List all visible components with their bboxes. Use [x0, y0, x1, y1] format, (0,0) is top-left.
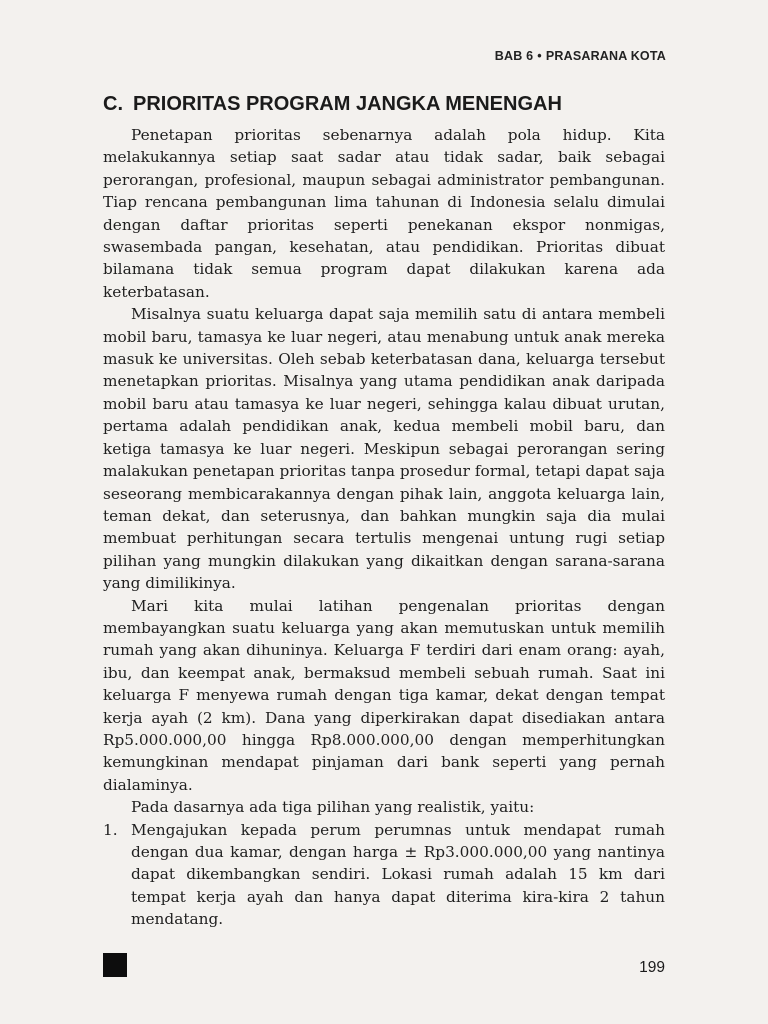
chapter-title: PRASARANA KOTA [545, 49, 666, 63]
paragraph: Mari kita mulai latihan pengenalan prioritas dengan membayangkan suatu keluarga yang akan memutuskan untuk memilih rumah yang akan dihuninya. Keluarga F terdiri dari enam orang: ayah, ibu, dan keempat anak, bermaksud membeli sebuah rumah. Saat ini keluarga F menyewa rumah dengan tiga kamar, dekat dengan tempat kerja ayah (2 km). Dana yang diperkirakan dapat disediakan antara Rp5.000.000,00 hingga Rp8.000.000,00 dengan memperhitungkan kemungkinan mendapat pinjaman dari bank seperti yang pernah dialaminya. [103, 596, 665, 794]
body-text [103, 124, 665, 931]
header-separator: • [537, 49, 542, 63]
section-title: PRIORITAS PROGRAM JANGKA MENENGAH [133, 93, 562, 115]
options-list [103, 819, 665, 931]
section-heading [103, 93, 562, 116]
running-header [495, 49, 666, 63]
list-item-text: Mengajukan kepada perum perumnas untuk mendapat rumah dengan dua kamar, dengan harga ± Rp3.000.000,00 yang nantinya dapat dikembangkan sendiri. Lokasi rumah adalah 15 km dari tempat kerja ayah dan hanya dapat diterima kira-kira 2 tahun mendatang. [131, 820, 665, 929]
paragraph: Penetapan prioritas sebenarnya adalah pola hidup. Kita melakukannya setiap saat sadar atau tidak sadar, baik sebagai perorangan, profesional, maupun sebagai administrator pembangunan. Tiap rencana pembangunan lima tahunan di Indonesia selalu dimulai dengan daftar prioritas seperti penekanan ekspor nonmigas, swasembada pangan, kesehatan, atau pendidikan. Prioritas dibuat bilamana tidak semua program dapat dilakukan karena ada keterbatasan. [103, 126, 665, 301]
corner-mark [103, 953, 127, 977]
section-letter: C. [103, 93, 123, 115]
page-number: 199 [639, 959, 665, 976]
paragraph: Misalnya suatu keluarga dapat saja memilih satu di antara membeli mobil baru, tamasya ke luar negeri, atau menabung untuk anak mereka masuk ke universitas. Oleh sebab keterbatasan dana, keluarga tersebut menetapkan prioritas. Misalnya yang utama pendidikan anak daripada mobil baru atau tamasya ke luar negeri, sehingga kalau dibuat urutan, pertama adalah pendidikan anak, kedua membeli mobil baru, dan ketiga tamasya ke luar negeri. Meskipun sebagai perorangan sering malakukan penetapan prioritas tanpa prosedur formal, tetapi dapat saja seseorang membicarakannya dengan pihak lain, anggota keluarga lain, teman dekat, dan seterusnya, dan bahkan mungkin saja dia mulai membuat perhitungan secara tertulis mengenai untung rugi setiap pilihan yang mungkin dilakukan yang dikaitkan dengan sarana-sarana yang dimilikinya. [103, 305, 665, 593]
paragraph: Pada dasarnya ada tiga pilihan yang realistik, yaitu: [131, 798, 535, 817]
chapter-label: BAB 6 [494, 49, 534, 63]
list-item-number: 1. [103, 820, 118, 839]
list-item [103, 819, 665, 931]
